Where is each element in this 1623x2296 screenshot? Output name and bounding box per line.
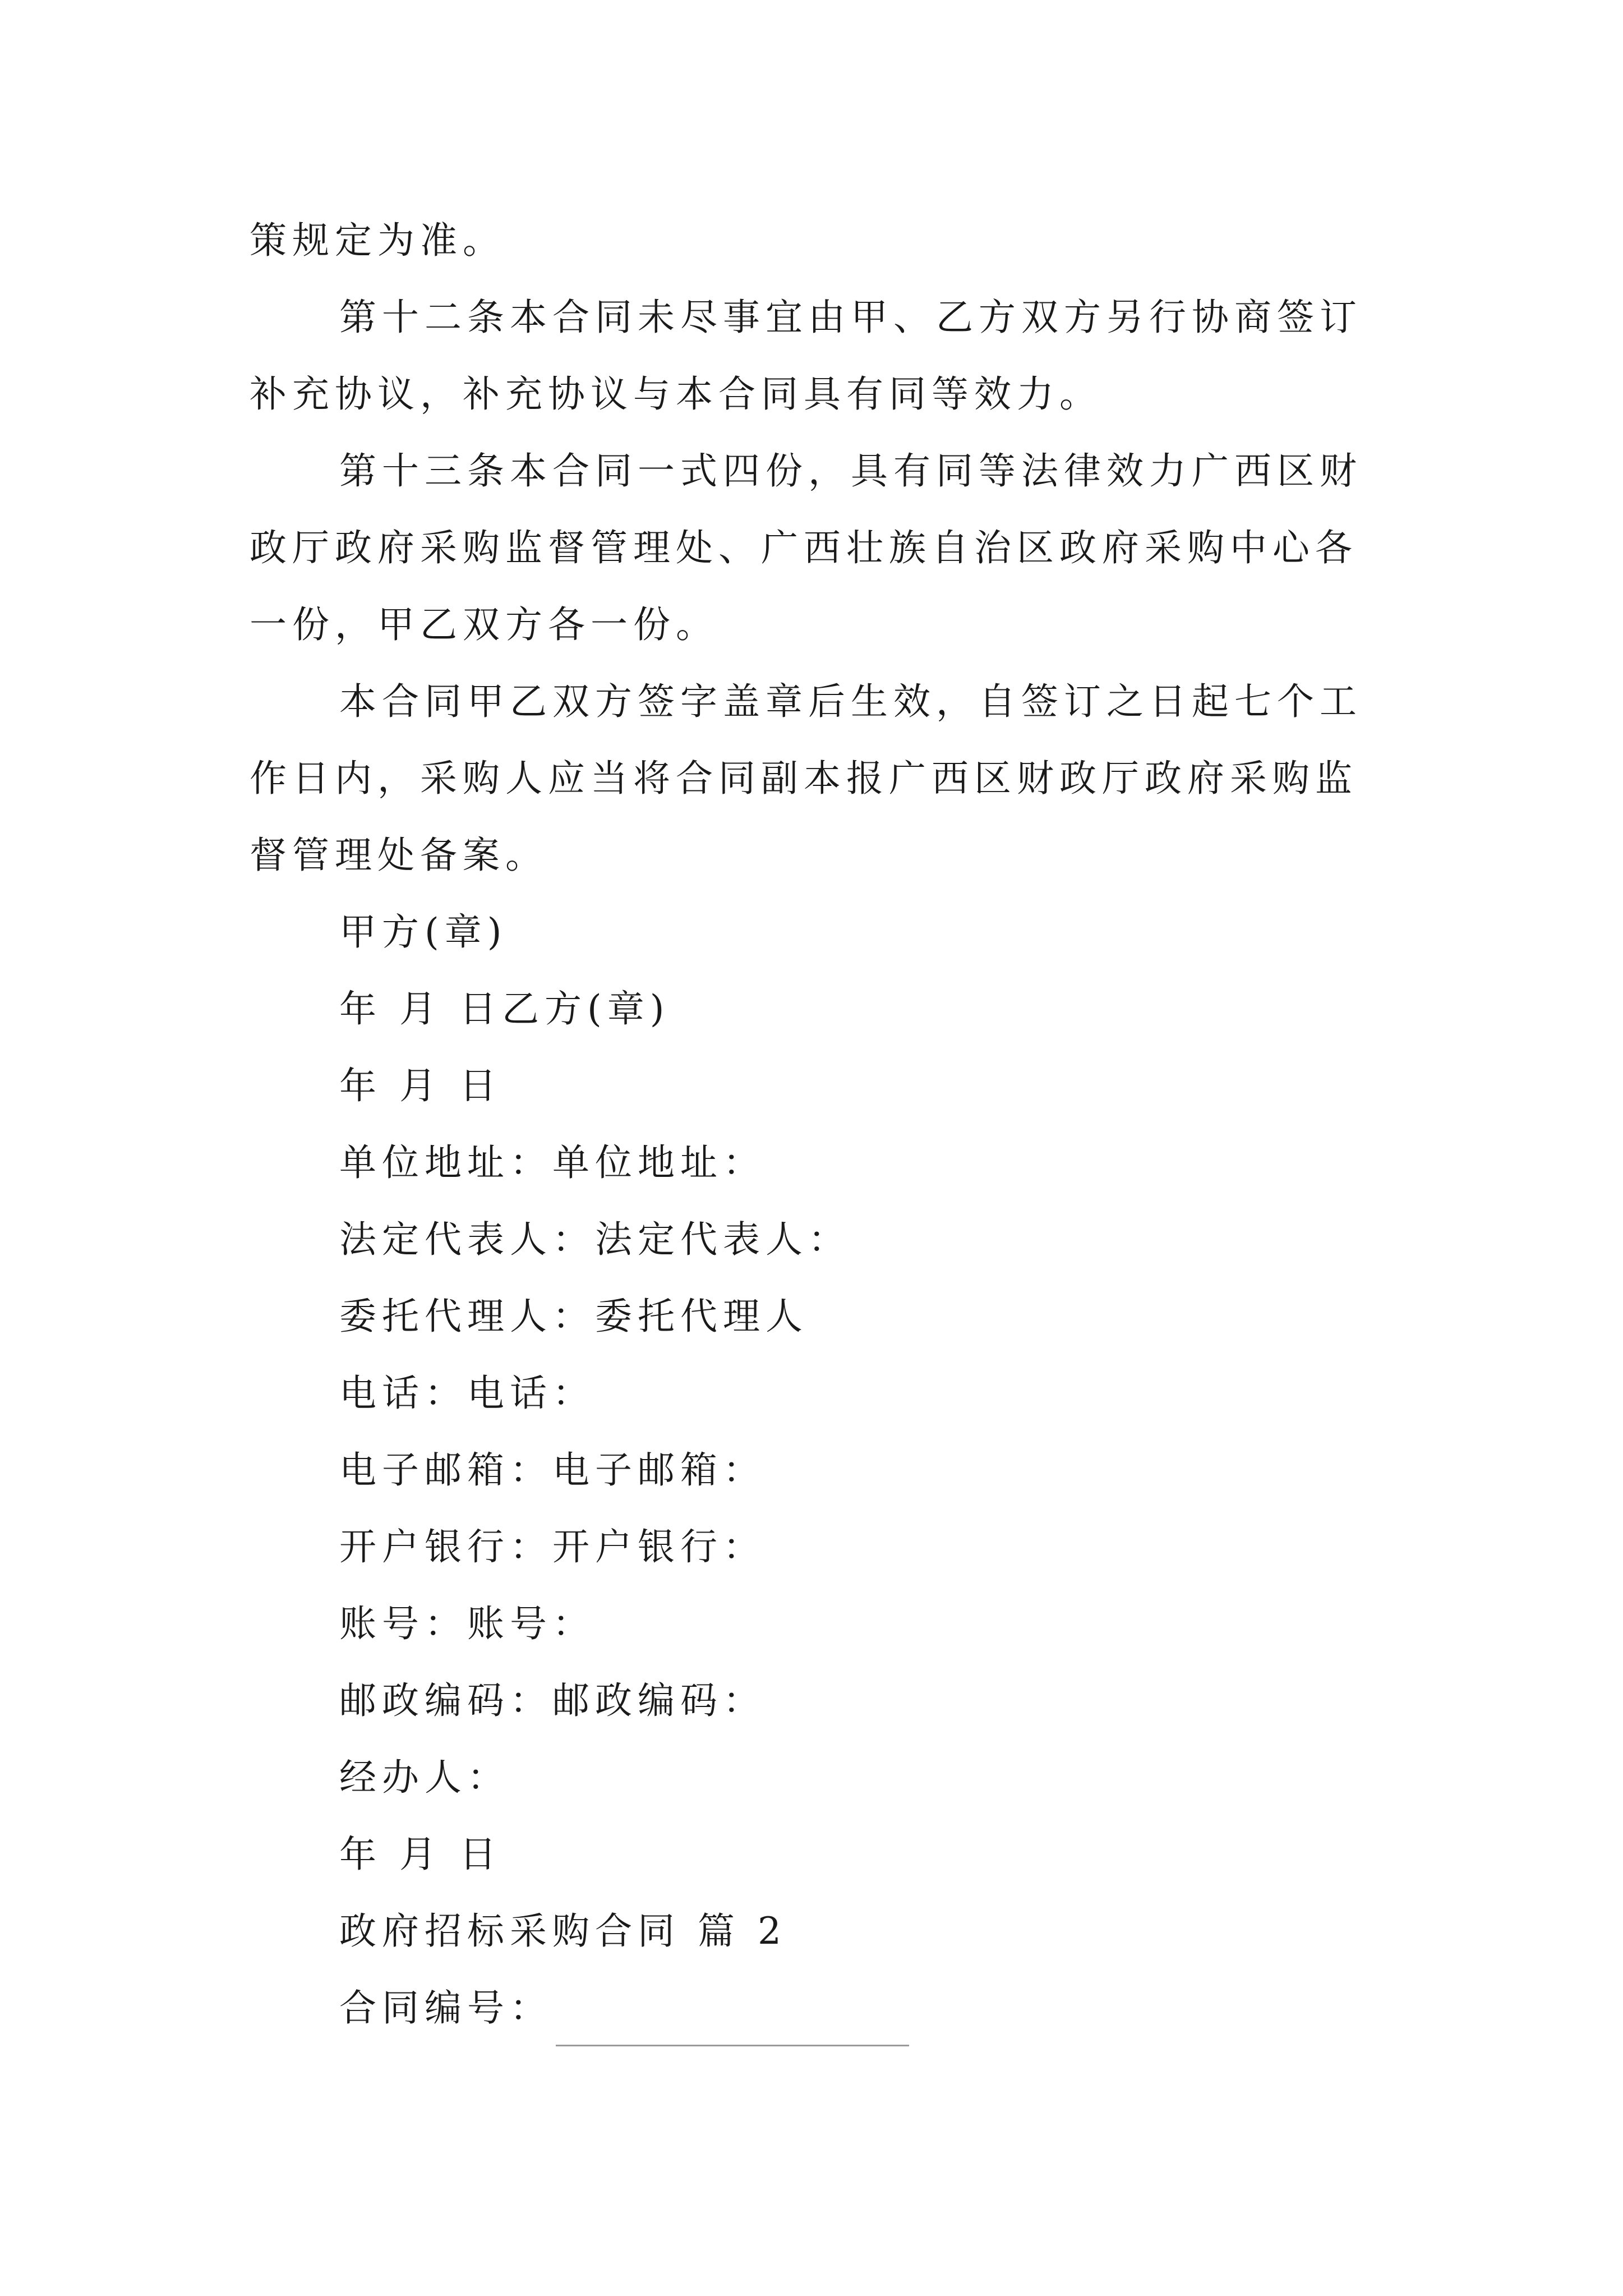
handler-line: 经办人： (339, 1756, 510, 1799)
address-line: 单位地址：单位地址： (339, 1141, 766, 1184)
account-line: 账号：账号： (339, 1602, 595, 1645)
contract-number-line (250, 1970, 1388, 2046)
paragraph-line: 作日内，采购人应当将合同副本报广西区财政厅政府采购监 (250, 757, 1358, 800)
date-line: 年 月 日 (339, 1833, 502, 1876)
party-a-seal-line: 甲方(章) (339, 910, 508, 954)
paragraph-line: 政厅政府采购监督管理处、广西壮族自治区政府采购中心各 (250, 526, 1358, 569)
bank-line: 开户银行：开户银行： (339, 1525, 766, 1568)
article-13-line: 第十三条本合同一式四份，具有同等法律效力广西区财 (339, 449, 1362, 493)
contract-number-blank (556, 1996, 909, 2046)
paragraph-line: 督管理处备案。 (250, 834, 548, 877)
contract-number-label: 合同编号： (339, 1986, 552, 2030)
agent-line: 委托代理人：委托代理人 (339, 1295, 808, 1338)
postcode-line: 邮政编码：邮政编码： (339, 1679, 766, 1722)
phone-line: 电话：电话： (339, 1372, 595, 1415)
article-12-line: 第十二条本合同未尽事宜由甲、乙方双方另行协商签订 (339, 296, 1362, 339)
legal-representative-line: 法定代表人：法定代表人： (339, 1218, 851, 1261)
document-body (250, 202, 1388, 2046)
paragraph-line: 一份，甲乙双方各一份。 (250, 603, 718, 646)
email-line: 电子邮箱：电子邮箱： (339, 1448, 766, 1492)
paragraph-line: 补充协议，补充协议与本合同具有同等效力。 (250, 372, 1102, 416)
section-title: 政府招标采购合同 篇 2 (339, 1910, 787, 1953)
paragraph-line: 策规定为准。 (250, 219, 505, 262)
effect-clause-line: 本合同甲乙双方签字盖章后生效，自签订之日起七个工 (339, 680, 1362, 723)
date-line: 年 月 日 (339, 1064, 502, 1107)
date-party-b-seal-line: 年 月 日乙方(章) (339, 987, 670, 1030)
